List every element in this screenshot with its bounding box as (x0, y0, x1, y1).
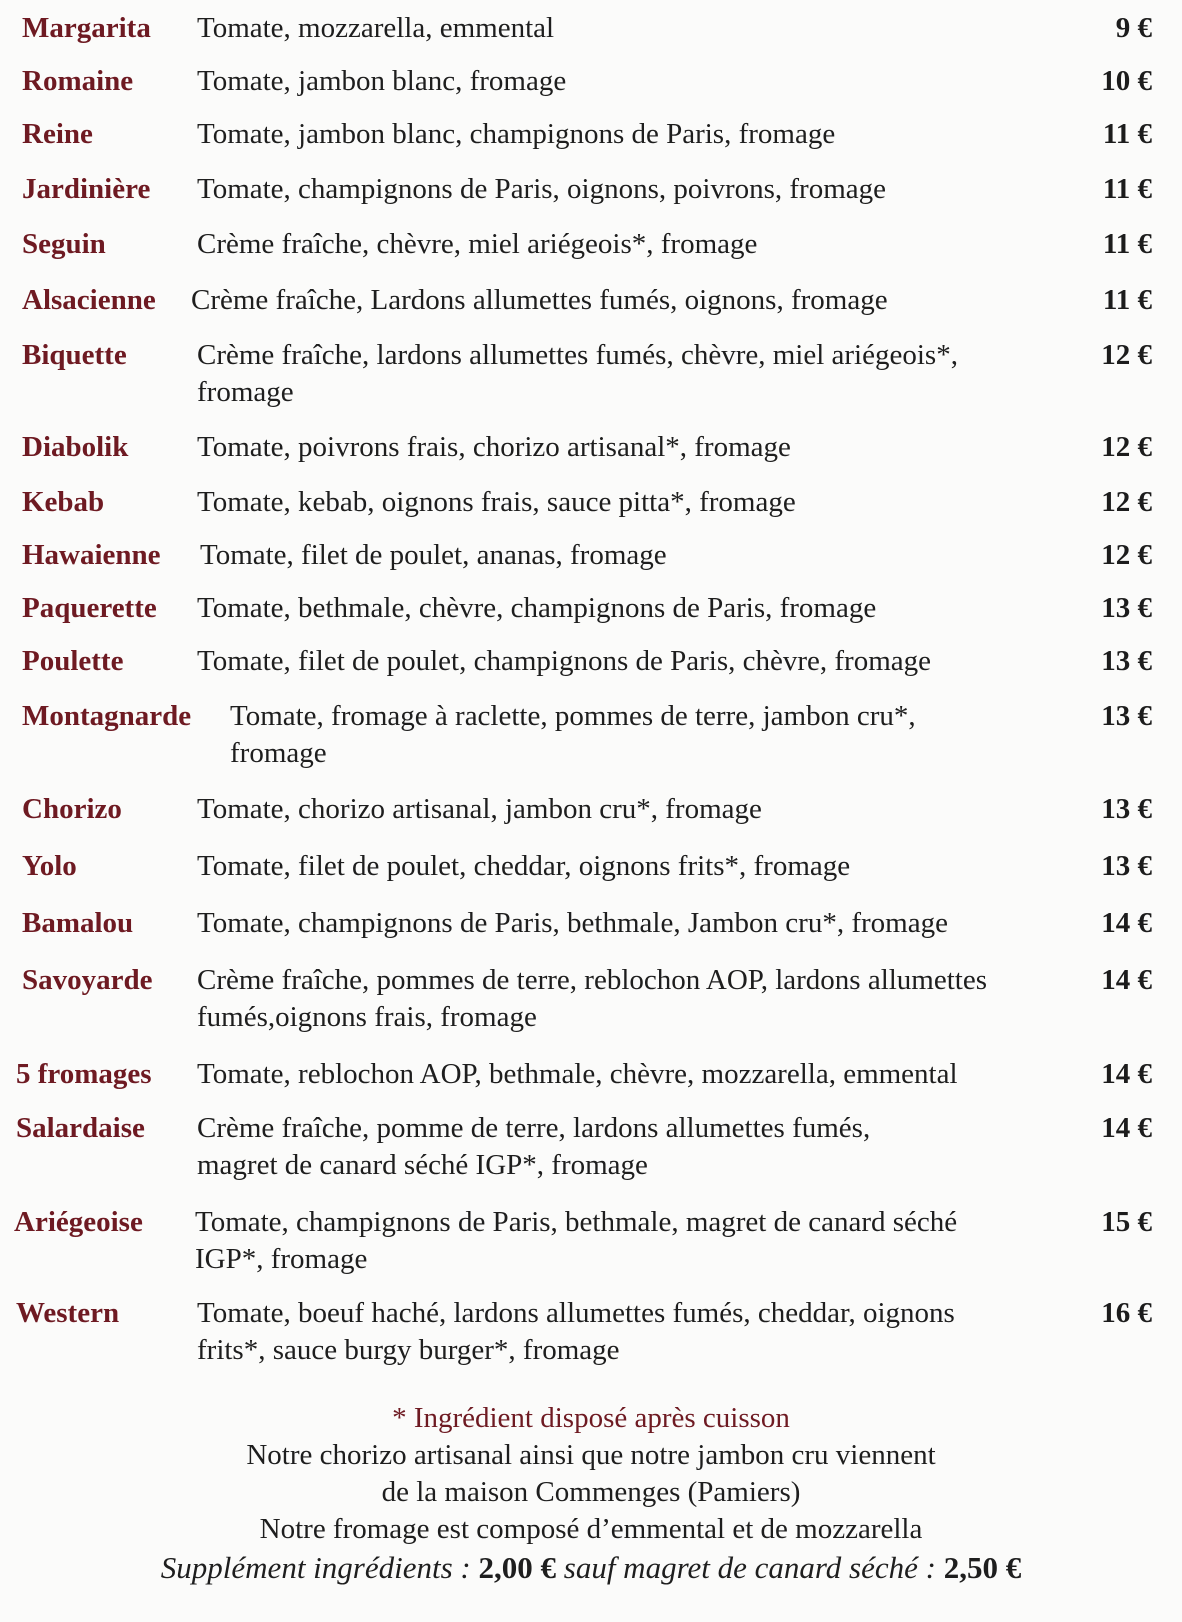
item-name: Paquerette (22, 592, 157, 624)
item-description: Crème fraîche, pommes de terre, reblochon AOP, lardons allumettes fumés,oignons frais, fromage (197, 964, 988, 1033)
item-price: 10 € (1101, 65, 1152, 97)
item-description: Tomate, filet de poulet, cheddar, oignons frits*, fromage (197, 850, 851, 882)
item-name: Alsacienne (22, 284, 156, 316)
item-price: 14 € (1101, 907, 1152, 939)
item-description: Tomate, mozzarella, emmental (197, 12, 555, 44)
item-description: Tomate, champignons de Paris, bethmale, magret de canard séché IGP*, fromage (195, 1206, 958, 1275)
item-name: Kebab (22, 486, 105, 518)
after-cooking-note: * Ingrédient disposé après cuisson (392, 1402, 790, 1434)
item-price: 12 € (1101, 539, 1152, 571)
item-name: Jardinière (22, 173, 151, 205)
item-name: Poulette (22, 645, 124, 677)
item-description: Crème fraîche, lardons allumettes fumés, chèvre, miel ariégeois*, fromage (197, 339, 958, 408)
item-price: 9 € (1115, 12, 1152, 44)
item-description: Tomate, jambon blanc, champignons de Paris, fromage (197, 118, 836, 150)
item-description: Tomate, kebab, oignons frais, sauce pitta*, fromage (197, 486, 796, 518)
item-price: 13 € (1101, 645, 1152, 677)
item-name: Western (16, 1297, 120, 1329)
item-name: Chorizo (22, 793, 122, 825)
item-name: Biquette (22, 339, 127, 371)
item-price: 12 € (1101, 486, 1152, 518)
item-name: Montagnarde (22, 700, 192, 732)
item-price: 13 € (1101, 700, 1152, 732)
item-name: Margarita (22, 12, 151, 44)
item-name: Reine (22, 118, 93, 150)
item-price: 11 € (1102, 284, 1152, 316)
item-price: 14 € (1101, 1112, 1152, 1144)
item-price: 11 € (1102, 118, 1152, 150)
item-description: Crème fraîche, pomme de terre, lardons allumettes fumés, magret de canard séché IGP*, fromage (197, 1112, 871, 1181)
item-description: Tomate, fromage à raclette, pommes de terre, jambon cru*, fromage (230, 700, 916, 769)
item-name: Ariégeoise (14, 1206, 143, 1238)
item-description: Tomate, chorizo artisanal, jambon cru*, fromage (197, 793, 762, 825)
supplement-exception-price: 2,50 € (943, 1550, 1022, 1585)
item-description: Tomate, bethmale, chèvre, champignons de Paris, fromage (197, 592, 877, 624)
item-price: 15 € (1101, 1206, 1152, 1238)
cheese-note: Notre fromage est composé d’emmental et de mozzarella (259, 1513, 923, 1545)
item-name: Savoyarde (22, 964, 153, 996)
item-price: 11 € (1102, 228, 1152, 260)
item-price: 11 € (1102, 173, 1152, 205)
item-name: 5 fromages (16, 1058, 152, 1090)
item-name: Hawaienne (22, 539, 161, 571)
supplement-separator: : (452, 1550, 479, 1585)
item-description: Tomate, jambon blanc, fromage (197, 65, 567, 97)
item-description: Tomate, reblochon AOP, bethmale, chèvre, mozzarella, emmental (197, 1058, 958, 1090)
supplement-line (0, 1548, 1182, 1588)
item-name: Salardaise (16, 1112, 145, 1144)
item-description: Tomate, champignons de Paris, bethmale, Jambon cru*, fromage (197, 907, 948, 939)
item-price: 13 € (1101, 592, 1152, 624)
item-name: Bamalou (22, 907, 134, 939)
item-description: Tomate, champignons de Paris, oignons, poivrons, fromage (197, 173, 887, 205)
item-price: 12 € (1101, 339, 1152, 371)
footnotes (0, 1400, 1182, 1548)
item-price: 13 € (1101, 793, 1152, 825)
item-description: Crème fraîche, Lardons allumettes fumés, oignons, fromage (191, 284, 888, 316)
item-description: Tomate, boeuf haché, lardons allumettes fumés, cheddar, oignons frits*, sauce burgy burger*, fromage (197, 1297, 955, 1366)
item-name: Diabolik (22, 431, 129, 463)
chorizo-origin-note: Notre chorizo artisanal ainsi que notre jambon cru viennent (246, 1439, 936, 1471)
item-name: Romaine (22, 65, 134, 97)
chorizo-origin-note-cont: de la maison Commenges (Pamiers) (381, 1476, 801, 1508)
item-name: Yolo (22, 850, 77, 882)
item-name: Seguin (22, 228, 106, 260)
supplement-label: Supplément ingrédients (160, 1550, 453, 1585)
item-price: 16 € (1101, 1297, 1152, 1329)
supplement-separator-2: : (917, 1550, 944, 1585)
item-description: Tomate, filet de poulet, ananas, fromage (200, 539, 667, 571)
item-price: 13 € (1101, 850, 1152, 882)
supplement-exception: sauf magret de canard séché (556, 1550, 918, 1585)
item-price: 12 € (1101, 431, 1152, 463)
supplement-price: 2,00 € (478, 1550, 556, 1585)
item-price: 14 € (1101, 964, 1152, 996)
item-description: Tomate, poivrons frais, chorizo artisanal*, fromage (197, 431, 791, 463)
item-description: Tomate, filet de poulet, champignons de Paris, chèvre, fromage (197, 645, 932, 677)
item-price: 14 € (1101, 1058, 1152, 1090)
item-description: Crème fraîche, chèvre, miel ariégeois*, fromage (197, 228, 758, 260)
